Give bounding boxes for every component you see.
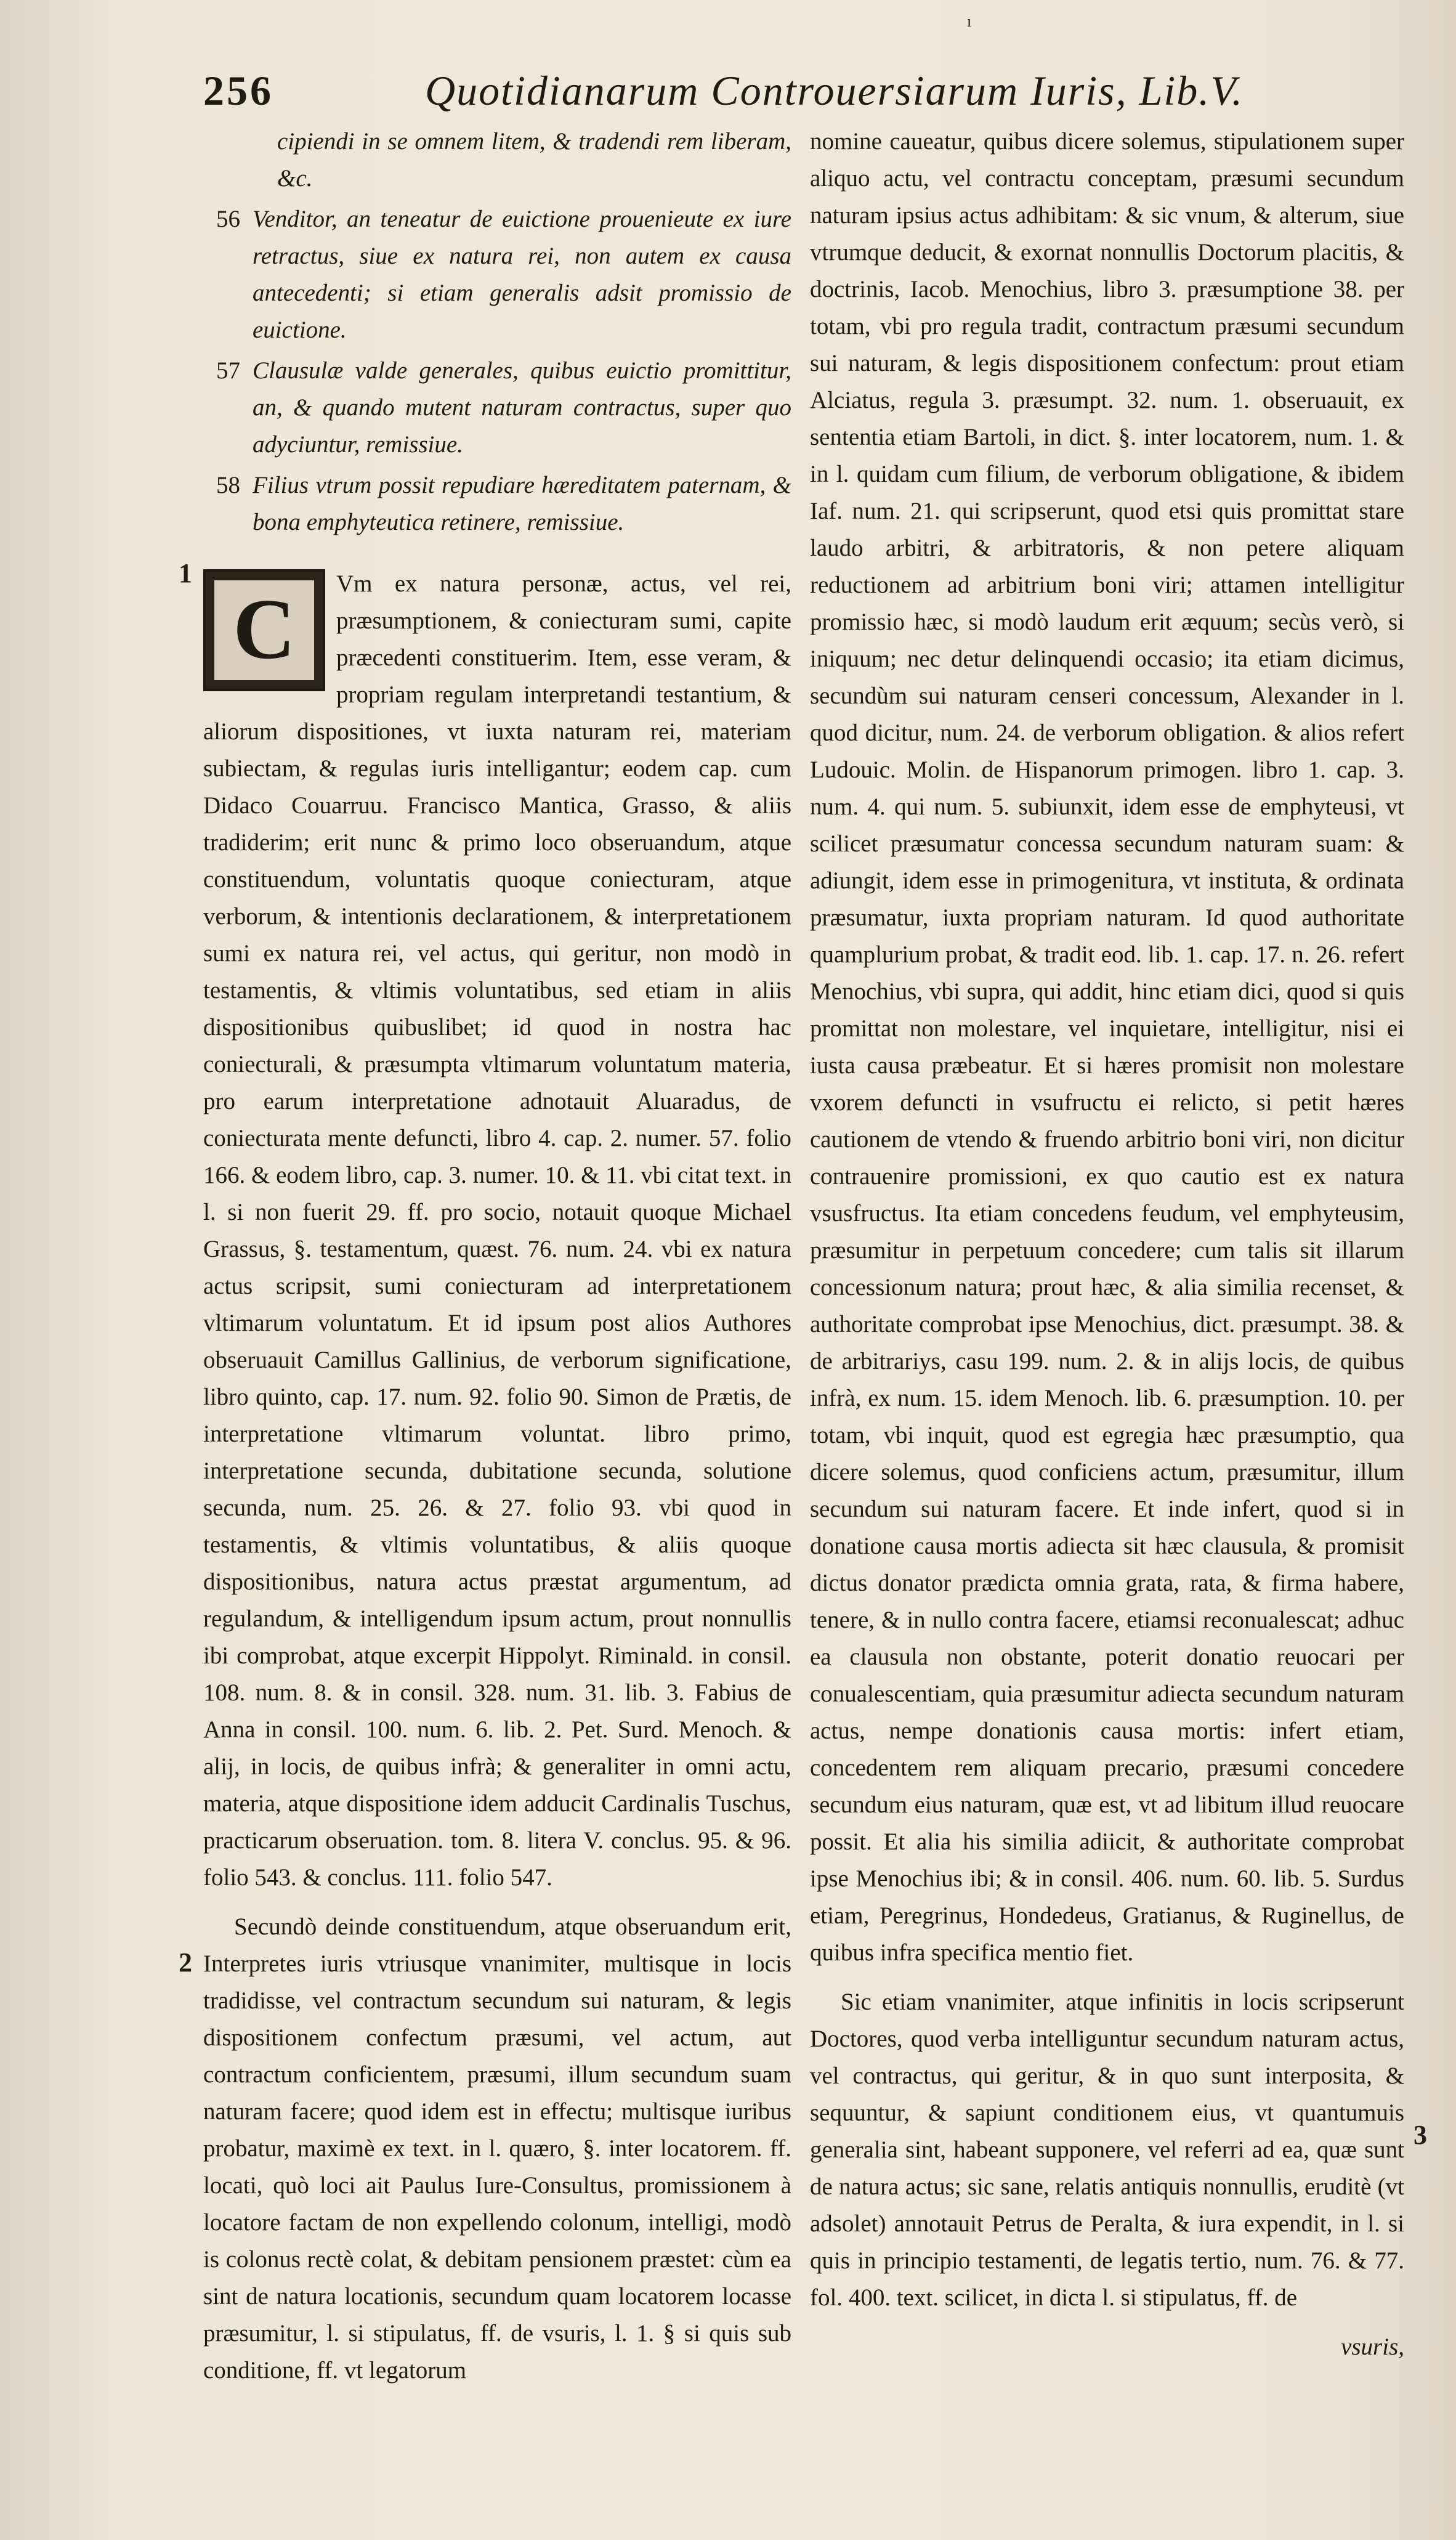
summary-number: 58	[216, 472, 240, 498]
catchword: vsuris,	[1341, 2334, 1404, 2360]
summary-list	[203, 123, 791, 541]
running-head: Quotidianarum Controuersiarum Iuris, Lib.V.	[425, 67, 1244, 114]
paragraph	[810, 123, 1404, 1971]
ornamental-initial	[203, 569, 325, 691]
page-number: 256	[203, 67, 273, 114]
paragraph-text: Sic etiam vnanimiter, atque infinitis in locis scripserunt Doctores, quod verba intelliguntur secundum naturam actus, vel contractus, qui geritur, & in quo sunt interposita, & sequuntur, & sapiunt conditionem eius, vt quantumuis generalia sint, habeant supponere, vel referri ad ea, quæ sunt de natura actus; sic sane, relatis antiquis nonnullis, eruditè (vt adsolet) annotauit Petrus de Peralta, & iura expendit, in l. si quis in principio testamenti, de legatis tertio, num. 76. & 77. fol. 400. text. scilicet, in dicta l. si stipulatus, ff. de	[810, 1989, 1404, 2311]
margin-number: 2	[179, 1947, 192, 1978]
right-column	[810, 123, 1404, 2366]
paragraph	[203, 1909, 791, 2389]
summary-item	[203, 201, 791, 349]
paragraph-text: nomine caueatur, quibus dicere solemus, stipulationem super aliquo actu, vel contractu conceptam, præsumi secundum naturam ipsius actus adhibitam: & sic vnum, & alterum, siue vtrumque deducit, & exornat nonnullis Doctorum placitis, & doctrinis, Iacob. Menochius, libro 3. præsumptione 38. per totam, vbi pro regula tradit, contractum præsumi secundum sui naturam, & legis dispositionem confectum: prout etiam Alciatus, regula 3. præsumpt. 32. num. 1. obseruauit, ex sententia etiam Bartoli, in dict. §. inter locatorem, num. 1. & in l. quidam cum filium, de verborum obligatione, & ibidem Iaf. num. 21. qui scripserunt, quod etsi quis promittat stare laudo arbitri, & arbitratoris, & non petere aliquam reductionem ad arbitrium boni viri; attamen intelligitur promissio hæc, si modò laudum erit æquum; secùs verò, si iniquum; nec detur delinquendi occasio; ita etiam dicimus, secundùm sui naturam censeri concessum, Alexander in l. quod dicitur, num. 24. de verborum obligation. & alios refert Ludouic. Molin. de Hispanorum primogen. libro 1. cap. 3. num. 4. qui num. 5. subiunxit, idem esse de emphyteusi, vt scilicet præsumatur concessa secundum naturam suam: & adiungit, idem esse in primogenitura, vt instituta, & ordinata præsumatur, iuxta propriam naturam. Id quod authoritate quamplurium probat, & tradit eod. lib. 1. cap. 17. n. 26. refert Menochius, vbi supra, qui addit, hinc etiam dici, quod si quis promittat non molestare, vel inquietare, intelligitur, nisi ei iusta causa præbeatur. Et si hæres promisit non molestare vxorem defuncti in vsufructu ei relicto, si petit hæres cautionem de vtendo & fruendo arbitrio boni viri, non dicitur contrauenire promissioni, ex quo cautio est ex natura vsusfructus. Ita etiam concedens feudum, vel emphyteusim, præsumitur in perpetuum concedere; cum talis sit illarum concessionum natura; prout hæc, & alia similia recenset, & authoritate comprobat ipse Menochius, dict. præsumpt. 38. & de arbitrariys, casu 199. num. 2. & in alijs locis, de quibus infrà, ex num. 15. idem Menoch. lib. 6. præsumption. 10. per totam, vbi inquit, quod est egregia hæc præsumptio, qua dicere solemus, quod conficiens actum, præsumitur, illum secundum sui naturam facere. Et inde infert, quod si in donatione causa mortis adiecta sit hæc clausula, & promisit dictus donator prædicta omnia grata, rata, & firma habere, tenere, & in nullo contra facere, etiamsi reconualescat; adhuc ea clausula non obstante, poterit donatio reuocari per conualescentiam, quia præsumitur adiecta secundum naturam actus, nempe donationis causa mortis: infert etiam, concedentem rem aliquam precario, præsumi concedere secundum eius naturam, quæ est, vt ad libitum illud reuocare possit. Et alia his similia adiicit, & authoritate comprobat ipse Menochius ibi; & in consil. 406. num. 60. lib. 5. Surdus etiam, Peregrinus, Hondedeus, Gratianus, & Ruginellus, de quibus infra specifica mentio fiet.	[810, 128, 1404, 1966]
paragraph-text: Vm ex natura personæ, actus, vel rei, præsumptionem, & coniecturam sumi, capite præcedenti constituerim. Item, esse veram, & propriam regulam interpretandi testantium, & aliorum dispositiones, vt iuxta naturam rei, materiam subiectam, & regulas iuris intelligantur; eodem cap. cum Didaco Couarruu. Francisco Mantica, Grasso, & aliis tradiderim; erit nunc & primo loco obseruandum, atque constituendum, voluntatis quoque coniecturam, atque verborum, & intentionis declarationem, & interpretationem sumi ex natura rei, vel actus, qui geritur, non modò in testamentis, & vltimis voluntatibus, sed etiam in aliis dispositionibus quibuslibet; id quod in nostra hac coniecturali, & præsumpta vltimarum voluntatum materia, pro earum interpretatione adnotauit Aluaradus, de coniecturata mente defuncti, libro 4. cap. 2. numer. 57. folio 166. & eodem libro, cap. 3. numer. 10. & 11. vbi citat text. in l. si non fuerit 29. ff. pro socio, notauit quoque Michael Grassus, §. testamentum, quæst. 76. num. 24. vbi ex natura actus scripsit, sumi coniecturam ad interpretationem vltimarum voluntatum. Et id ipsum post alios Authores obseruauit Camillus Gallinius, de verborum significatione, libro quinto, cap. 17. num. 92. folio 90. Simon de Prætis, de interpretatione vltimarum voluntat. libro primo, interpretatione secunda, dubitatione secunda, solutione secunda, num. 25. 26. & 27. folio 93. vbi quod in testamentis, & vltimis voluntatibus, & aliis quoque dispositionibus, natura actus præstat argumentum, ad regulandum, & intelligendum ipsum actum, prout nonnullis ibi comprobat, atque excerpit Hippolyt. Riminald. in consil. 108. num. 8. & in consil. 328. num. 31. lib. 3. Fabius de Anna in consil. 100. num. 6. lib. 2. Pet. Surd. Menoch. & alij, in locis, de quibus infrà; & generaliter in omni actu, materia, atque dispositione idem adducit Cardinalis Tuschus, practicarum obseruation. tom. 8. litera V. conclus. 95. & 96. folio 543. & conclus. 111. folio 547.	[203, 570, 791, 1891]
summary-item	[203, 123, 791, 197]
summary-text: Filius vtrum possit repudiare hæreditatem paternam, & bona emphyteutica retinere, remissiue.	[253, 472, 791, 535]
paragraph	[203, 566, 791, 1896]
left-column	[203, 123, 791, 2401]
margin-number: 1	[179, 558, 192, 588]
paragraph-text: Secundò deinde constituendum, atque obseruandum erit, Interpretes iuris vtriusque vnanimiter, multisque in locis tradidisse, vel contractum secundum sui naturam, & legis dispositionem confectum præsumi, vel actum, aut contractum conficientem, præsumi, illum secundum suam naturam facere; quod idem est in effectu; multisque iuribus probatur, maximè ex text. in l. quæro, §. inter locatorem. ff. locati, quò loci ait Paulus Iure-Consultus, promissionem à locatore factam de non expellendo colonum, intelligi, modò is colonus rectè colat, & debitam pensionem præstet: cùm ea sint de natura locationis, secundum quam locatorem locasse præsumitur, l. si stipulatus, ff. de vsuris, l. 1. § si quis sub conditione, ff. vt legatorum	[203, 1913, 791, 2384]
margin-number: 3	[1414, 2120, 1427, 2150]
paragraph	[810, 1984, 1404, 2316]
page-header	[203, 67, 1250, 122]
summary-text: cipiendi in se omnem litem, & tradendi rem liberam, &c.	[277, 128, 791, 192]
summary-number: 57	[216, 357, 240, 384]
top-mark: ı	[967, 12, 972, 30]
summary-number: 56	[216, 206, 240, 232]
summary-text: Clausulæ valde generales, quibus euictio promittitur, an, & quando mutent naturam contractus, super quo adyciuntur, remissiue.	[253, 357, 791, 458]
summary-item	[203, 467, 791, 541]
summary-item	[203, 352, 791, 463]
initial-letter: C	[214, 580, 314, 680]
summary-text: Venditor, an teneatur de euictione prouenieute ex iure retractus, siue ex natura rei, non autem ex causa antecedenti; si etiam generalis adsit promissio de euictione.	[253, 206, 791, 343]
